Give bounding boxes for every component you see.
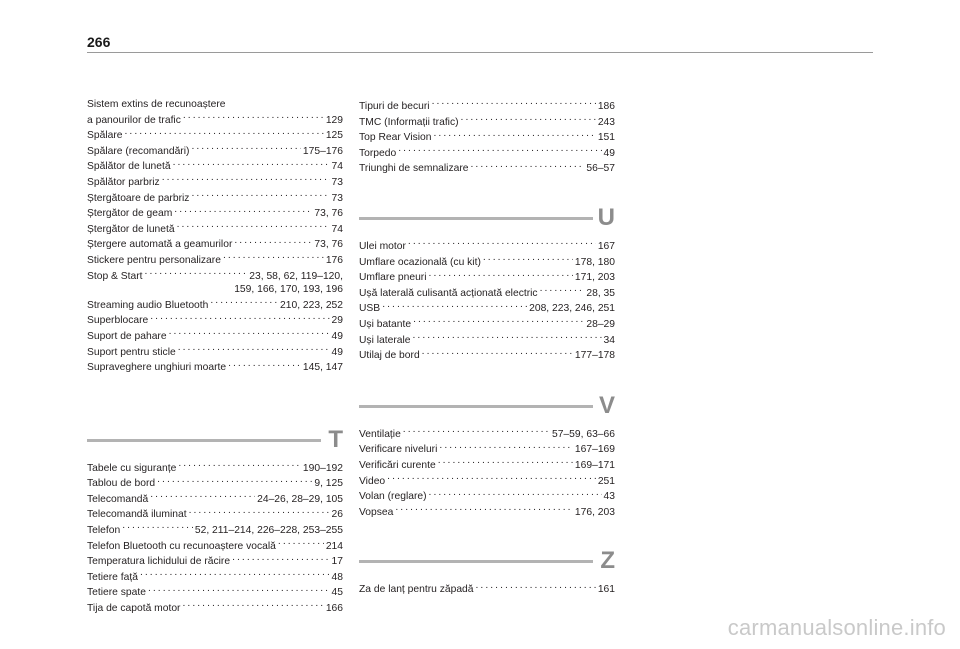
- index-entry: [359, 347, 615, 363]
- entry-name: Ștergere automată a geamurilor: [87, 239, 233, 251]
- entry-name: Tetiere spate: [87, 587, 146, 599]
- entry-name: Triunghi de semnalizare: [359, 163, 469, 175]
- dot-leader: [178, 344, 330, 355]
- dot-leader: [223, 252, 324, 263]
- header-rule: [87, 52, 873, 53]
- section-header-u: [359, 200, 615, 230]
- entry-pages: 9, 125: [314, 478, 343, 490]
- section-rule: [87, 439, 321, 442]
- index-entry-intro: Sistem extins de recunoaștere: [87, 99, 226, 110]
- entry-pages: 23, 58, 62, 119–120,: [249, 270, 343, 282]
- entry-name: Superblocare: [87, 315, 149, 327]
- index-entry: [359, 254, 615, 270]
- dot-leader: [278, 538, 324, 549]
- index-entry: [359, 160, 615, 176]
- entry-pages: 210, 223, 252: [280, 299, 343, 311]
- entry-pages: 43: [603, 491, 615, 503]
- entry-pages: 151: [597, 132, 615, 144]
- index-entry: [359, 473, 615, 489]
- section-letter: U: [597, 203, 615, 231]
- entry-pages: 73, 76: [314, 208, 343, 220]
- entry-pages: 167: [597, 240, 615, 252]
- entry-pages: 169–171: [574, 459, 615, 471]
- entry-pages: 56–57: [586, 163, 615, 175]
- dot-leader: [413, 316, 584, 327]
- entry-name: Telecomandă iluminat: [87, 509, 187, 521]
- dot-leader: [395, 504, 573, 515]
- dot-leader: [191, 190, 329, 201]
- dot-leader: [540, 285, 585, 296]
- index-entry: [87, 205, 343, 221]
- entry-name: Spălător de lunetă: [87, 161, 171, 173]
- dot-leader: [434, 129, 596, 140]
- entry-name: Umflare pneuri: [359, 272, 427, 284]
- entry-pages: 208, 223, 246, 251: [529, 303, 615, 315]
- entry-name: Stickere pentru personalizare: [87, 254, 221, 266]
- section-letter: Z: [600, 547, 615, 575]
- dot-leader: [429, 269, 573, 280]
- dot-leader: [191, 143, 300, 154]
- dot-leader: [145, 268, 248, 279]
- index-entry: [359, 300, 615, 316]
- entry-name: Ușă laterală culisantă acționată electric: [359, 287, 538, 299]
- index-entry: [87, 143, 343, 159]
- entry-pages: 48: [331, 571, 343, 583]
- entry-pages: 28, 35: [586, 287, 615, 299]
- dot-leader: [183, 112, 324, 123]
- entry-name: Za de lanț pentru zăpadă: [359, 584, 474, 596]
- entry-pages: 251: [597, 475, 615, 487]
- entry-pages: 186: [597, 101, 615, 112]
- entry-name: Stop & Start: [87, 270, 143, 282]
- entry-name: Vopsea: [359, 506, 394, 518]
- dot-leader: [471, 160, 585, 171]
- entry-pages: 176, 203: [574, 506, 615, 518]
- dot-leader: [483, 254, 573, 265]
- entry-pages: 177–178: [574, 350, 615, 362]
- index-entry: [359, 488, 615, 504]
- section-rule: [359, 405, 593, 408]
- entry-pages: 166: [325, 603, 343, 615]
- entry-name: Torpedo: [359, 147, 397, 159]
- section-letter: T: [328, 425, 343, 453]
- dot-leader: [438, 457, 573, 468]
- index-entry: [87, 569, 343, 585]
- entry-pages: 28–29: [586, 318, 615, 330]
- dot-leader: [189, 506, 330, 517]
- entry-name: Uși laterale: [359, 334, 411, 346]
- entry-pages: 190–192: [302, 462, 343, 474]
- dot-leader: [408, 238, 596, 249]
- index-entry: [87, 190, 343, 206]
- entry-name: Top Rear Vision: [359, 132, 432, 144]
- index-entry: [87, 158, 343, 174]
- entry-pages: 171, 203: [574, 272, 615, 284]
- entry-pages: 24–26, 28–29, 105: [257, 493, 343, 505]
- entry-pages: 73, 76: [314, 239, 343, 251]
- entry-pages: 214: [325, 540, 343, 552]
- entry-name: a panourilor de trafic: [87, 114, 181, 126]
- section-rule: [359, 217, 593, 220]
- entry-pages: 129: [325, 114, 343, 126]
- dot-leader: [228, 359, 301, 370]
- entry-pages: 161: [597, 584, 615, 596]
- s-entries-list-2: [87, 297, 343, 375]
- section-header-z: [359, 543, 615, 573]
- entry-pages: 176: [325, 254, 343, 266]
- entry-name: Tipuri de becuri: [359, 101, 430, 112]
- index-entry: [87, 491, 343, 507]
- dot-leader: [429, 488, 602, 499]
- entry-name: Telecomandă: [87, 493, 149, 505]
- index-entry: [87, 297, 343, 313]
- section-rule: [359, 560, 593, 563]
- index-entry: [87, 460, 343, 476]
- index-entry: [359, 145, 615, 161]
- index-entry: [359, 581, 615, 597]
- dot-leader: [150, 491, 255, 502]
- entry-pages: 74: [331, 161, 343, 173]
- entry-name: Tija de capotă motor: [87, 603, 181, 615]
- entry-name: Spălător parbriz: [87, 176, 160, 188]
- dot-leader: [174, 205, 312, 216]
- dot-leader: [232, 553, 329, 564]
- index-entry: [87, 328, 343, 344]
- entry-name: Ulei motor: [359, 240, 406, 252]
- entry-name: Tablou de bord: [87, 478, 156, 490]
- index-entry: [359, 98, 615, 114]
- entry-pages: 178, 180: [574, 256, 615, 268]
- index-entry: [359, 332, 615, 348]
- entry-pages: 73: [331, 192, 343, 204]
- entry-name: Spălare (recomandări): [87, 145, 190, 157]
- t-entries-list: [87, 460, 343, 616]
- dot-leader: [178, 460, 301, 471]
- dot-leader: [476, 581, 596, 592]
- index-entry: [87, 584, 343, 600]
- index-entry: [359, 316, 615, 332]
- entry-name: Suport de pahare: [87, 330, 167, 342]
- entry-pages: 243: [597, 116, 615, 128]
- entry-name: Spălare: [87, 130, 123, 142]
- dot-leader: [210, 297, 278, 308]
- entry-name: Uși batante: [359, 318, 412, 330]
- index-entry: [87, 252, 343, 268]
- dot-leader: [125, 127, 324, 138]
- dot-leader: [173, 158, 330, 169]
- index-entry: [87, 553, 343, 569]
- entry-name: Video: [359, 475, 386, 487]
- dot-leader: [387, 473, 596, 484]
- index-entry: [87, 112, 343, 128]
- dot-leader: [150, 312, 329, 323]
- index-entry: [359, 269, 615, 285]
- index-entry: [87, 268, 343, 284]
- dot-leader: [413, 332, 602, 343]
- entry-name: Ștergător de lunetă: [87, 223, 175, 235]
- index-entry: [359, 426, 615, 442]
- entry-name: TMC (Informații trafic): [359, 116, 459, 128]
- entry-name: Supraveghere unghiuri moarte: [87, 362, 227, 374]
- index-entry: [359, 285, 615, 301]
- s-entries-list: [87, 112, 343, 284]
- entry-pages: 26: [331, 509, 343, 521]
- index-entry: [87, 359, 343, 375]
- dot-leader: [122, 522, 193, 533]
- section-letter: V: [598, 391, 615, 419]
- dot-leader: [398, 145, 601, 156]
- section-header-v: [359, 388, 615, 418]
- index-entry: [87, 475, 343, 491]
- entry-pages: 45: [331, 587, 343, 599]
- entry-pages: 175–176: [302, 145, 343, 157]
- index-entry: [87, 312, 343, 328]
- index-entry-continuation: 159, 166, 170, 193, 196: [234, 284, 343, 296]
- entry-pages: 49: [603, 147, 615, 159]
- entry-name: Telefon Bluetooth cu recunoaștere vocală: [87, 540, 276, 552]
- index-entry: [359, 441, 615, 457]
- dot-leader: [422, 347, 573, 358]
- index-entry: [359, 114, 615, 130]
- v-entries-list: [359, 426, 615, 520]
- dot-leader: [162, 174, 330, 185]
- index-entry: [87, 506, 343, 522]
- index-entry: [87, 600, 343, 616]
- entry-pages: 34: [603, 334, 615, 346]
- dot-leader: [234, 236, 312, 247]
- entry-name: Ștergător de geam: [87, 208, 173, 220]
- section-header-t: [87, 422, 343, 452]
- index-entry: [87, 538, 343, 554]
- right-column: [359, 98, 615, 597]
- entry-pages: 74: [331, 223, 343, 235]
- dot-leader: [461, 114, 596, 125]
- dot-leader: [169, 328, 330, 339]
- entry-name: Ventilație: [359, 428, 401, 440]
- entry-pages: 125: [325, 130, 343, 142]
- entry-name: Verificări curente: [359, 459, 436, 471]
- entry-name: Verificare niveluri: [359, 444, 438, 456]
- entry-pages: 17: [331, 556, 343, 568]
- z-entries-list: [359, 581, 615, 597]
- entry-pages: 145, 147: [302, 362, 343, 374]
- dot-leader: [177, 221, 330, 232]
- entry-name: Volan (reglare): [359, 491, 427, 503]
- dot-leader: [182, 600, 323, 611]
- entry-name: Utilaj de bord: [359, 350, 420, 362]
- index-entry: [87, 127, 343, 143]
- entry-pages: 49: [331, 330, 343, 342]
- dot-leader: [439, 441, 573, 452]
- dot-leader: [157, 475, 312, 486]
- index-entry: [87, 174, 343, 190]
- entry-name: Telefon: [87, 525, 121, 537]
- u-entries-list: [359, 238, 615, 363]
- entry-pages: 52, 211–214, 226–228, 253–255: [194, 525, 343, 537]
- dot-leader: [148, 584, 330, 595]
- entry-name: Umflare ocazională (cu kit): [359, 256, 481, 268]
- entry-pages: 49: [331, 346, 343, 358]
- index-entry: [87, 221, 343, 237]
- dot-leader: [403, 426, 550, 437]
- entry-name: Temperatura lichidului de răcire: [87, 556, 231, 568]
- index-entry: [359, 457, 615, 473]
- entry-pages: 29: [331, 315, 343, 327]
- dot-leader: [140, 569, 330, 580]
- entry-pages: 73: [331, 176, 343, 188]
- entry-name: Ștergătoare de parbriz: [87, 192, 190, 204]
- t-entries-list-cont: [359, 98, 615, 176]
- page-number: 266: [87, 34, 111, 50]
- index-entry: [87, 522, 343, 538]
- watermark-text: carmanualsonline.info: [727, 615, 946, 640]
- entry-pages: 57–59, 63–66: [552, 428, 615, 440]
- entry-name: Tetiere față: [87, 571, 138, 583]
- entry-name: Streaming audio Bluetooth: [87, 299, 209, 311]
- left-column: [87, 98, 343, 616]
- index-entry: [359, 238, 615, 254]
- dot-leader: [382, 300, 527, 311]
- index-entry: [359, 129, 615, 145]
- index-entry: [359, 504, 615, 520]
- index-entry: [87, 344, 343, 360]
- index-entry: [87, 236, 343, 252]
- entry-name: Tabele cu siguranțe: [87, 462, 177, 474]
- entry-name: USB: [359, 303, 381, 315]
- entry-name: Suport pentru sticle: [87, 346, 176, 358]
- entry-pages: 167–169: [574, 444, 615, 456]
- dot-leader: [432, 98, 596, 109]
